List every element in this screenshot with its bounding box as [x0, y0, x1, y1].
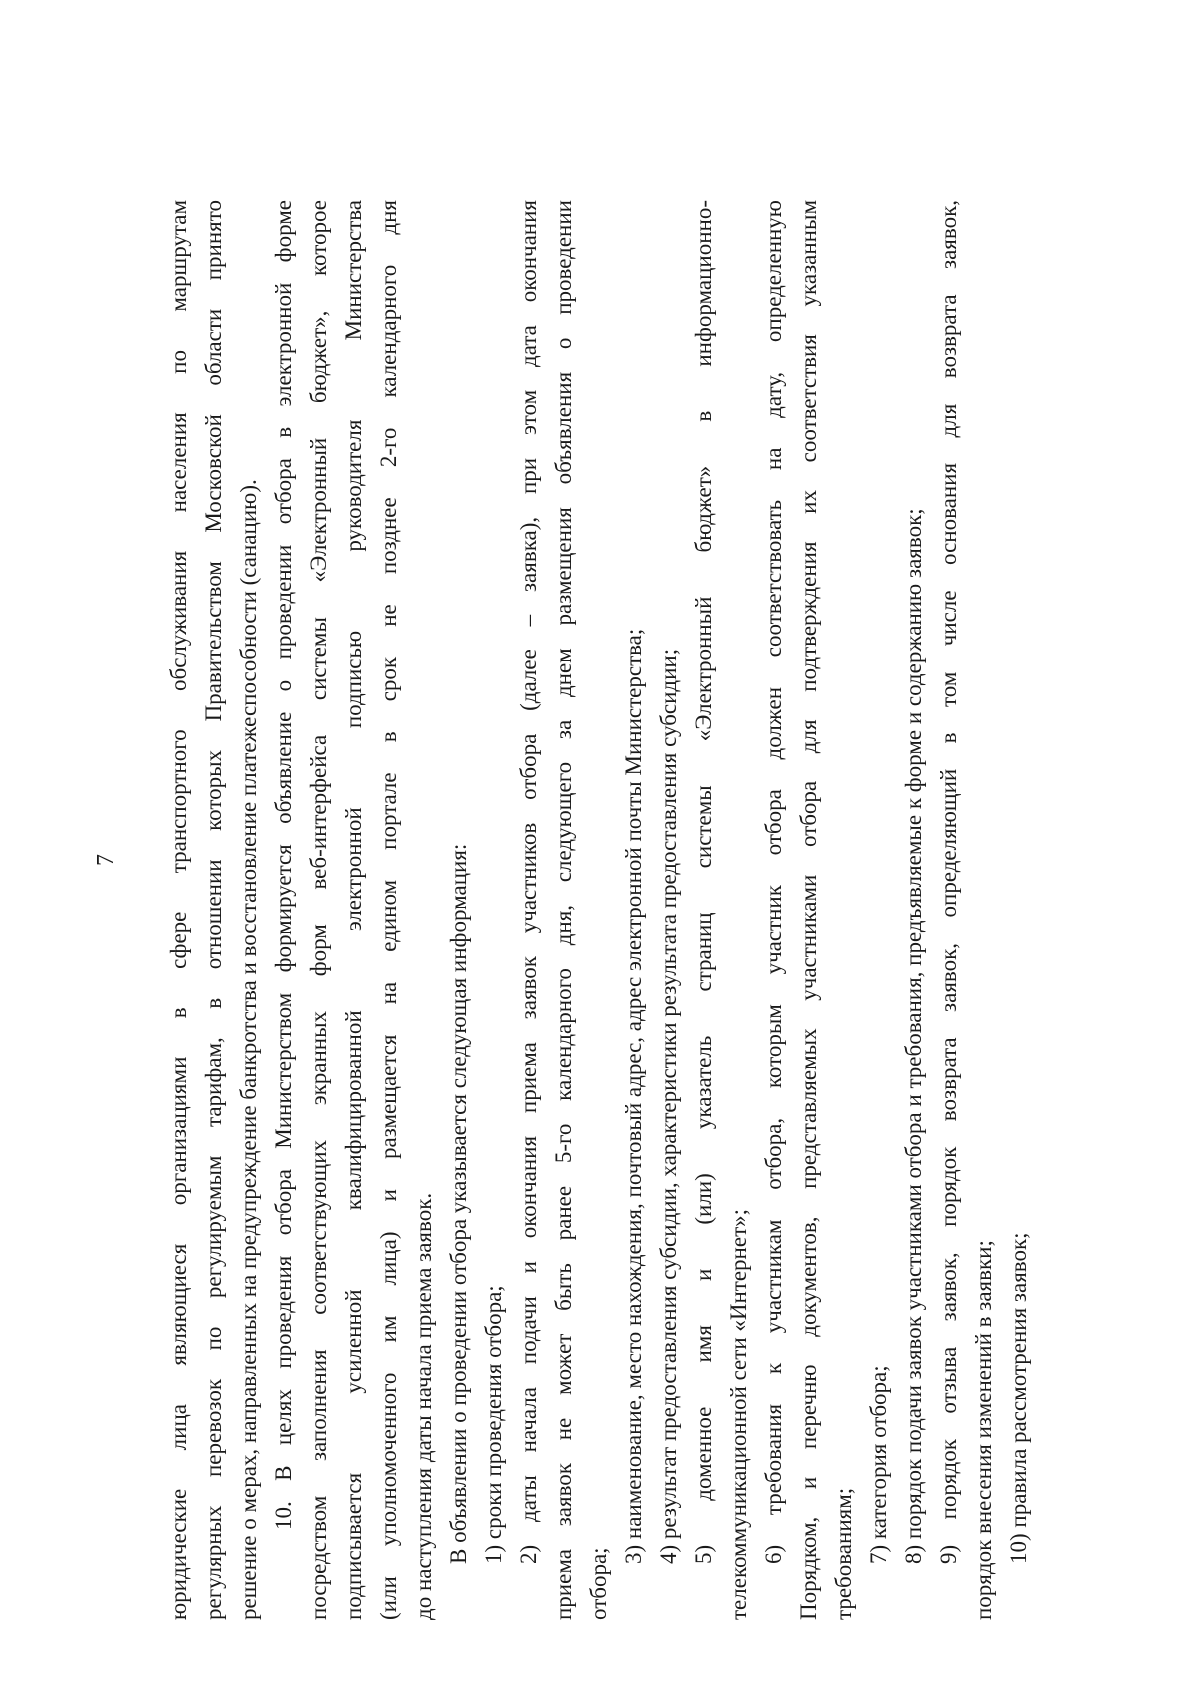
- text-line: регулярных перевозок по регулируемым тарифам, в отношении которых Правительством Московской области принято: [201, 200, 226, 1620]
- text-line: 1) сроки проведения отбора;: [481, 1285, 506, 1564]
- text-line: посредством заполнения соответствующих экранных форм веб-интерфейса системы «Электронный бюджет», которое: [306, 200, 331, 1620]
- text-line: 3) наименование, место нахождения, почтовый адрес, адрес электронной почты Министерства;: [621, 628, 646, 1564]
- text-line: решение о мерах, направленных на предупреждение банкротства и восстановление платежеспособности (санацию).: [236, 479, 261, 1620]
- text-line: В объявлении о проведении отбора указывается следующая информация:: [446, 843, 471, 1564]
- text-line: порядок внесения изменений в заявки;: [971, 1240, 996, 1620]
- text-line: 10) правила рассмотрения заявок;: [1006, 1232, 1031, 1564]
- page-number: 7: [93, 854, 119, 866]
- text-line: подписывается усиленной квалифицированной электронной подписью руководителя Министерства: [341, 200, 366, 1620]
- text-line: до наступления даты начала приема заявок.: [411, 1192, 436, 1620]
- text-line: 8) порядок подачи заявок участниками отбора и требования, предъявляемые к форме и содержанию заявок;: [901, 508, 926, 1564]
- text-line: 4) результат предоставления субсидии, характеристики результата предоставления субсидии;: [656, 648, 681, 1564]
- text-line: 7) категория отбора;: [866, 1365, 891, 1564]
- text-line: отбора;: [586, 1547, 611, 1620]
- text-line: телекоммуникационной сети «Интернет»;: [726, 1208, 751, 1620]
- text-line: 5) доменное имя и (или) указатель страниц системы «Электронный бюджет» в информационно-: [691, 200, 716, 1564]
- text-line: 6) требования к участникам отбора, которым участник отбора должен соответствовать на дату, определенную: [761, 200, 786, 1564]
- text-line: 10. В целях проведения отбора Министерством формируется объявление о проведении отбора в электронной форме: [271, 200, 296, 1530]
- text-line: (или уполномоченного им лица) и размещается на едином портале в срок не позднее 2-го календарного дня: [376, 200, 401, 1620]
- text-line: юридические лица являющиеся организациями в сфере транспортного обслуживания населения по маршрутам: [166, 200, 191, 1620]
- text-line: 2) даты начала подачи и окончания приема заявок участников отбора (далее – заявка), при этом дата окончания: [516, 200, 541, 1564]
- rotated-text-block: [93, 100, 1125, 1620]
- text-line: требованиям;: [831, 1487, 856, 1620]
- text-line: Порядком, и перечню документов, представляемых участниками отбора для подтверждения их соответствия указанным: [796, 200, 821, 1620]
- text-line: 9) порядок отзыва заявок, порядок возврата заявок, определяющий в том числе основания для возврата заявок,: [936, 200, 961, 1564]
- text-line: приема заявок не может быть ранее 5-го календарного дня, следующего за днем размещения объявления о проведении: [551, 200, 576, 1620]
